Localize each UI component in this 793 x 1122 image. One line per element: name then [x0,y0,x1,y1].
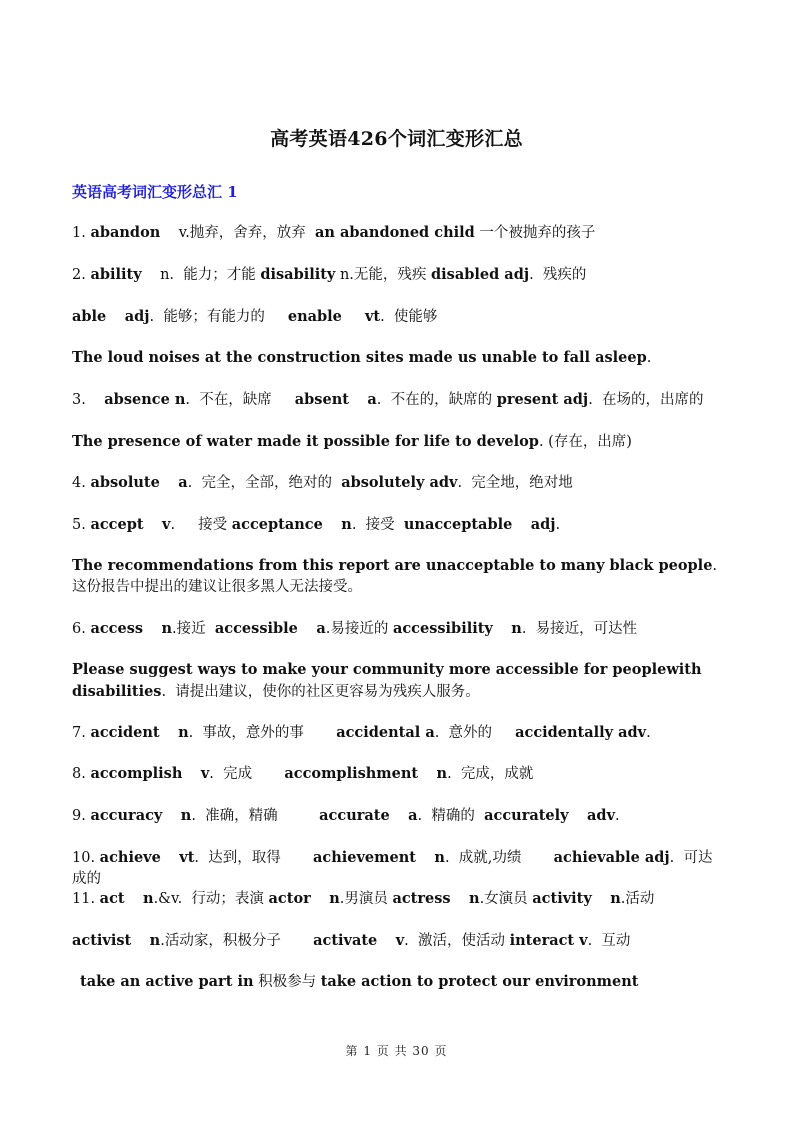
text-run [182,766,200,782]
text-run: 3. [72,392,105,408]
bold-run: activate [313,932,378,949]
bold-run: activist [72,932,132,949]
text-run: .易接近的 [325,621,393,637]
bold-run: achieve [99,849,161,866]
text-run: 9. [72,808,91,824]
text-run: . 请提出建议，使你的社区更容易为残疾人服务。 [161,684,480,700]
text-line [72,306,724,328]
bold-run: n [178,724,189,741]
bold-run: accurately [484,807,569,824]
text-run: . [615,808,620,824]
bold-run: disabled adj [431,266,530,283]
bold-run: actress [392,890,451,907]
text-run: . 准确，精确 [191,808,320,824]
text-line [72,847,724,890]
text-run: .男演员 [339,891,393,907]
text-run: 2. [72,267,91,283]
bold-run: able [72,308,107,325]
bold-run: a [408,807,418,824]
text-line [72,389,724,411]
text-line [80,971,732,993]
text-run: . (存在，出席) [538,434,632,450]
text-run: . 这份报告中提出的建议让很多黑人无法接受。 [72,558,727,595]
text-run: n.无能，残疾 [335,267,432,283]
bold-run: n [434,849,445,866]
bold-run: n [180,807,192,824]
bold-run: achievable adj [553,849,670,866]
bold-run: The recommendations from this report are unacceptable to many black people [72,557,713,574]
text-run: .&v. 行动；表演 [153,891,269,907]
bold-run: accuracy [90,807,163,824]
text-run: . 达到，取得 [194,850,313,866]
text-run: 7. [72,725,91,741]
bold-run: n [149,932,161,949]
bold-run: activity [532,890,592,907]
bold-run: Please suggest ways to make your community more accessible for peoplewith disabilities [72,661,707,700]
page-title: 高考英语426个词汇变形汇总 [270,128,523,150]
bold-run: accept [90,516,144,533]
text-run [390,808,408,824]
bold-run: ability [90,266,142,283]
text-run [418,766,436,782]
text-run: . 不在的，缺席的 [376,392,497,408]
bold-run: accurate [319,807,390,824]
bold-run: absence n [104,391,186,408]
bold-run: accidental a [336,724,435,741]
text-run [298,621,316,637]
bold-run: abandon [90,224,161,241]
text-run: . [646,725,651,741]
bold-run: n [161,620,173,637]
text-line [72,347,724,369]
bold-run: take an active part in [80,973,254,990]
bold-run: adj [124,308,150,325]
bold-run: v [162,516,171,533]
bold-run: n [610,890,621,907]
text-line [72,222,724,244]
bold-run: accomplishment [284,765,419,782]
bold-run: v [200,765,210,782]
text-run: . 意外的 [434,725,516,741]
text-run: 8. [72,766,91,782]
text-run [125,891,143,907]
text-run: . 残疾的 [529,267,587,283]
text-run [161,850,179,866]
text-run: . 使能够 [380,309,438,325]
text-run [160,725,178,741]
bold-run: disability [260,266,336,283]
text-run: 11. [72,891,100,907]
text-run: . [646,350,652,366]
text-run: .接近 [172,621,215,637]
text-run [323,517,341,533]
bold-run: access [90,620,144,637]
bold-run: interact v [509,932,588,949]
bold-run: absent [294,391,349,408]
text-run: . 事故，意外的事 [188,725,337,741]
text-run [131,933,149,949]
text-run: 6. [72,621,91,637]
bold-run: adv [587,807,615,824]
text-run: .活动 [620,891,655,907]
bold-run: accidentally adv [515,724,647,741]
text-line [72,763,724,785]
bold-run: n [341,516,352,533]
text-run: . 在场的，出席的 [588,392,704,408]
text-line [72,472,724,494]
text-run [106,309,124,325]
text-run [592,891,610,907]
text-run: .活动家，积极分子 [160,933,314,949]
text-run [512,517,530,533]
text-run: 一个被抛弃的孩子 [474,225,596,241]
text-run [143,621,161,637]
text-run: . 不在，缺席 [185,392,295,408]
text-line [72,930,724,952]
text-run [451,891,469,907]
text-run: 1. [72,225,91,241]
bold-run: a [178,474,188,491]
text-run: . 激活，使活动 [404,933,510,949]
bold-run: n [469,890,480,907]
text-run: 10. [72,850,100,866]
text-line [72,888,724,910]
bold-run: n [511,620,522,637]
bold-run: enable [287,308,342,325]
bold-run: absolute [90,474,160,491]
text-run: 4. [72,475,91,491]
bold-run: accomplish [90,765,183,782]
text-run: . 完成 [209,766,285,782]
text-line [72,431,724,453]
text-line [72,722,724,744]
text-run [144,517,162,533]
bold-run: absolutely adv [341,474,458,491]
bold-run: accessibility [392,620,493,637]
text-run [160,475,178,491]
bold-run: present adj [496,391,589,408]
text-line [72,555,727,598]
bold-run: unacceptable [403,516,513,533]
text-run [342,309,365,325]
text-run: . 接受 [351,517,404,533]
text-line [72,659,724,703]
text-run: . 完成，成就 [447,766,534,782]
bold-run: The presence of water made it possible for life to develop [72,433,539,450]
text-run: .女演员 [479,891,533,907]
text-run: . 完全地，绝对地 [457,475,573,491]
bold-run: The loud noises at the construction sites made us unable to fall asleep [72,349,647,366]
text-run [416,850,434,866]
text-run: n. 能力；才能 [141,267,261,283]
text-run: 积极参与 [253,974,321,990]
text-run [569,808,587,824]
text-run: . 可达成的 [72,850,713,887]
text-run: . 接受 [170,517,232,533]
text-run: . [555,517,561,533]
bold-run: accident [90,724,160,741]
text-run: . 互动 [587,933,631,949]
bold-run: n [329,890,340,907]
text-run: v.抛弃，舍弃，放弃 [160,225,316,241]
text-line [72,618,724,640]
bold-run: adj [530,516,556,533]
text-line [72,264,724,286]
bold-run: n [143,890,154,907]
section-heading: 英语高考词汇变形总汇 1 [72,183,238,201]
text-run [311,891,329,907]
text-run: . 完全，全部，绝对的 [187,475,342,491]
text-run: . 精确的 [417,808,485,824]
bold-run: accessible [214,620,298,637]
bold-run: act [99,890,125,907]
bold-run: vt [364,308,381,325]
bold-run: achievement [312,849,416,866]
text-line [72,805,724,827]
bold-run: take action to protect our environment [320,973,639,990]
text-run [349,392,367,408]
text-run: . 成就,功绩 [444,850,554,866]
page-footer: 第 1 页 共 30 页 [345,1044,448,1058]
text-run [377,933,395,949]
text-run: . 能够；有能力的 [149,309,288,325]
bold-run: actor [268,890,311,907]
bold-run: an abandoned child [315,224,475,241]
text-run [162,808,180,824]
bold-run: a [367,391,377,408]
text-run: . 易接近，可达性 [521,621,638,637]
text-run: 5. [72,517,91,533]
text-run [493,621,511,637]
bold-run: vt [179,849,195,866]
bold-run: a [316,620,326,637]
bold-run: n [436,765,448,782]
bold-run: acceptance [231,516,323,533]
bold-run: v [395,932,405,949]
text-line [72,514,724,536]
